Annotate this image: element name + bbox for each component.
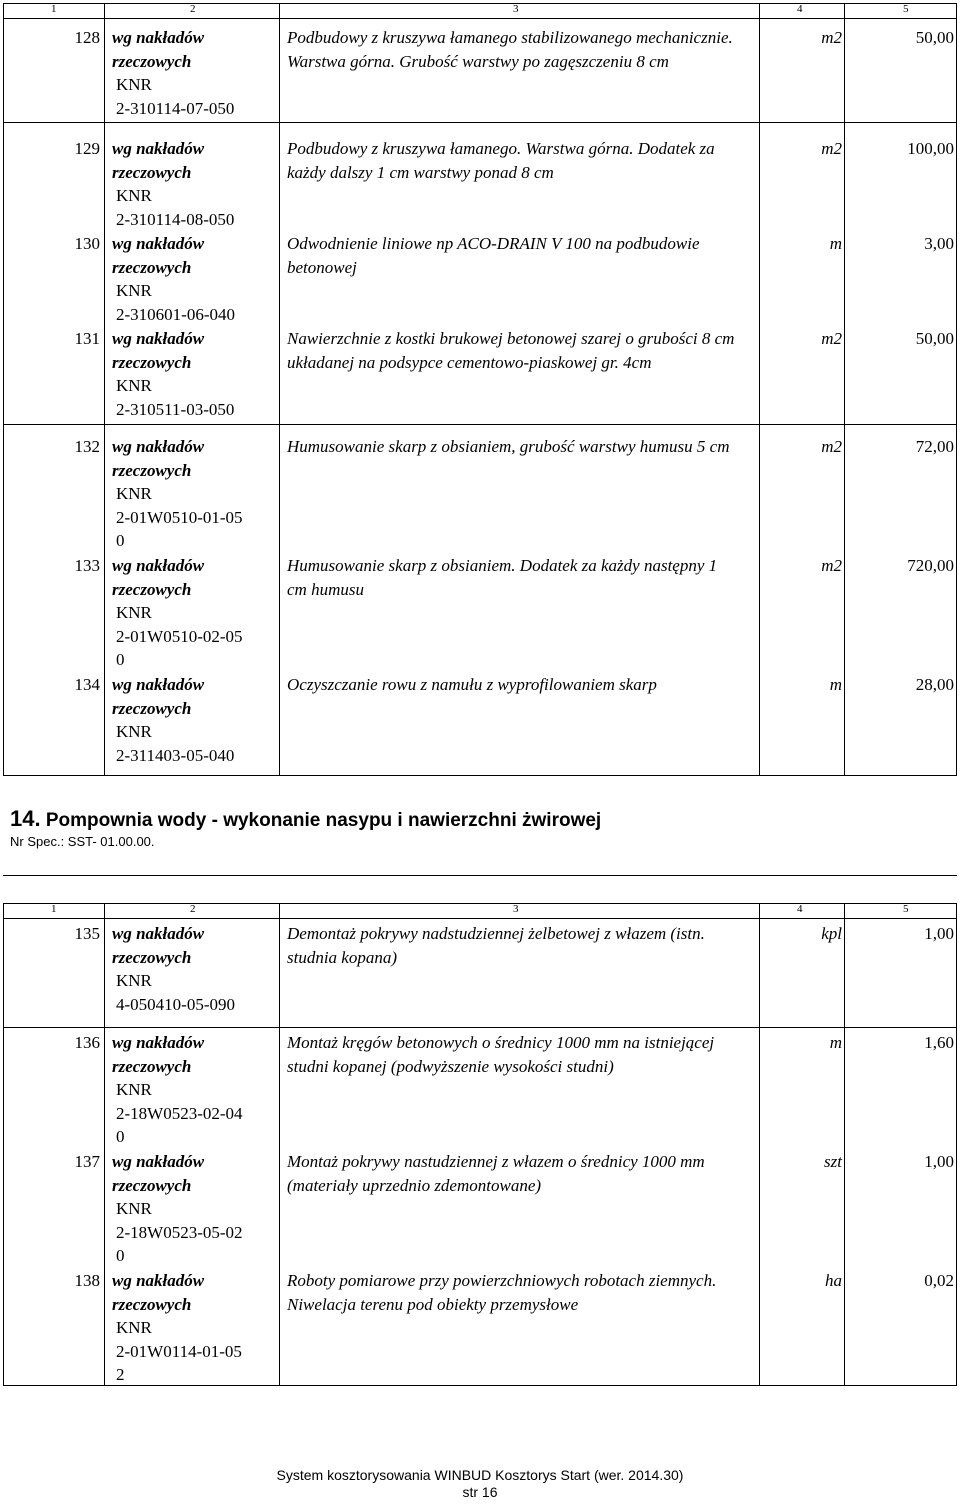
- source-line: wg nakładów: [112, 139, 205, 158]
- item-unit: m2: [821, 437, 842, 456]
- section-spec: Nr Spec.: SST- 01.00.00.: [10, 834, 155, 849]
- table-row-group: [4, 425, 956, 775]
- source-line: 2-310601-06-040: [116, 304, 235, 324]
- source-line: 0: [116, 1246, 125, 1265]
- item-quantity: 28,00: [915, 675, 954, 694]
- source-line: 2-01W0510-02-05: [116, 626, 243, 646]
- item-number: 134: [74, 675, 100, 694]
- source-line: wg nakładów: [112, 437, 205, 456]
- source-line: 2: [116, 1365, 125, 1384]
- item-unit: m: [829, 234, 842, 253]
- item-number: 132: [74, 437, 100, 456]
- source-line: KNR: [116, 603, 152, 622]
- item-number: 138: [74, 1271, 100, 1290]
- header-col-4: 4: [797, 903, 803, 915]
- source-line: 2-01W0510-01-05: [116, 507, 243, 527]
- item-source: [112, 1269, 262, 1387]
- item-description: Montaż kręgów betonowych o średnicy 1000 mm na istniejącej studni kopanej (podwyższenie wysokości studni): [287, 1033, 715, 1076]
- source-line: rzeczowych: [112, 1056, 192, 1076]
- source-line: 4-050410-05-090: [116, 994, 235, 1014]
- item-unit: kpl: [821, 924, 842, 943]
- item-description: Demontaż pokrywy nadstudziennej żelbetowej z włazem (istn. studnia kopana): [287, 924, 705, 967]
- item-quantity: 50,00: [915, 28, 954, 47]
- item-unit: m2: [821, 556, 842, 575]
- source-line: 2-18W0523-02-04: [116, 1103, 243, 1123]
- table-header: [4, 4, 956, 19]
- item-quantity: 1,60: [924, 1033, 954, 1052]
- item-unit: m2: [821, 329, 842, 348]
- source-line: KNR: [116, 1199, 152, 1218]
- item-source: [112, 1031, 262, 1149]
- source-line: rzeczowych: [112, 947, 192, 967]
- item-unit: m2: [821, 28, 842, 47]
- source-line: KNR: [116, 722, 152, 741]
- source-line: 2-01W0114-01-05: [116, 1341, 242, 1361]
- header-col-1: 1: [51, 903, 57, 915]
- item-description: Podbudowy z kruszywa łamanego stabilizowanego mechanicznie. Warstwa górna. Grubość warstwy po zagęszczeniu 8 cm: [287, 28, 733, 71]
- table-header: [4, 904, 956, 919]
- item-number: 136: [74, 1033, 100, 1052]
- section-number: 14.: [10, 806, 41, 831]
- item-description: Roboty pomiarowe przy powierzchniowych robotach ziemnych. Niwelacja terenu pod obiekty przemysłowe: [287, 1271, 717, 1314]
- section-title: Pompownia wody - wykonanie nasypu i nawierzchni żwirowej: [45, 810, 602, 831]
- item-description: Humusowanie skarp z obsianiem. Dodatek za każdy następny 1 cm humusu: [287, 556, 718, 599]
- item-description: Humusowanie skarp z obsianiem, grubość warstwy humusu 5 cm: [287, 437, 730, 456]
- source-line: wg nakładów: [112, 329, 205, 348]
- source-line: wg nakładów: [112, 924, 205, 943]
- header-col-2: 2: [190, 903, 196, 915]
- item-number: 130: [74, 234, 100, 253]
- source-line: rzeczowych: [112, 257, 192, 277]
- source-line: 0: [116, 531, 125, 550]
- source-line: rzeczowych: [112, 1294, 192, 1314]
- source-line: wg nakładów: [112, 234, 205, 253]
- item-unit: szt: [824, 1152, 842, 1171]
- source-line: wg nakładów: [112, 556, 205, 575]
- item-quantity: 1,00: [924, 1152, 954, 1171]
- item-unit: m: [829, 675, 842, 694]
- page-number: str 16: [462, 1484, 498, 1500]
- source-line: rzeczowych: [112, 460, 192, 480]
- item-number: 135: [74, 924, 100, 943]
- source-line: KNR: [116, 376, 152, 395]
- item-source: [112, 26, 262, 120]
- item-source: [112, 1150, 262, 1268]
- header-col-3: 3: [513, 3, 519, 15]
- item-source: [112, 435, 262, 553]
- item-description: Oczyszczanie rowu z namułu z wyprofilowaniem skarp: [287, 675, 657, 694]
- source-line: 0: [116, 650, 125, 669]
- item-description: Nawierzchnie z kostki brukowej betonowej szarej o grubości 8 cm układanej na podsypce cementowo-piaskowej gr. 4cm: [287, 329, 735, 372]
- source-line: rzeczowych: [112, 698, 192, 718]
- item-number: 131: [74, 329, 100, 348]
- source-line: KNR: [116, 281, 152, 300]
- source-line: KNR: [116, 75, 152, 94]
- item-description: Podbudowy z kruszywa łamanego. Warstwa górna. Dodatek za każdy dalszy 1 cm warstwy ponad 8 cm: [287, 139, 715, 182]
- source-line: KNR: [116, 971, 152, 990]
- item-quantity: 1,00: [924, 924, 954, 943]
- cost-table-2: [3, 903, 957, 1386]
- header-col-1: 1: [51, 3, 57, 15]
- header-col-4: 4: [797, 3, 803, 15]
- source-line: KNR: [116, 484, 152, 503]
- source-line: wg nakładów: [112, 1152, 205, 1171]
- item-quantity: 720,00: [907, 556, 954, 575]
- header-col-5: 5: [903, 3, 909, 15]
- item-number: 133: [74, 556, 100, 575]
- item-unit: m2: [821, 139, 842, 158]
- source-line: rzeczowych: [112, 51, 192, 71]
- table-row-group: [4, 19, 956, 123]
- source-line: KNR: [116, 1080, 152, 1099]
- source-line: 2-18W0523-05-02: [116, 1222, 243, 1242]
- source-line: 2-311403-05-040: [116, 745, 235, 765]
- source-line: KNR: [116, 186, 152, 205]
- item-unit: ha: [825, 1271, 842, 1290]
- source-line: 2-310114-07-050: [116, 98, 235, 118]
- divider: [3, 875, 957, 876]
- cost-table-1: [3, 3, 957, 776]
- page-footer: [0, 1467, 960, 1501]
- item-number: 137: [74, 1152, 100, 1171]
- header-col-2: 2: [190, 3, 196, 15]
- item-description: Odwodnienie liniowe np ACO-DRAIN V 100 na podbudowie betonowej: [287, 234, 700, 277]
- item-quantity: 50,00: [915, 329, 954, 348]
- source-line: rzeczowych: [112, 352, 192, 372]
- source-line: wg nakładów: [112, 1271, 205, 1290]
- source-line: 2-310114-08-050: [116, 209, 235, 229]
- source-line: wg nakładów: [112, 28, 205, 47]
- header-col-3: 3: [513, 903, 519, 915]
- item-source: [112, 673, 262, 767]
- source-line: rzeczowych: [112, 162, 192, 182]
- source-line: rzeczowych: [112, 1175, 192, 1195]
- item-source: [112, 327, 262, 421]
- source-line: KNR: [116, 1318, 152, 1337]
- item-quantity: 0,02: [924, 1271, 954, 1290]
- item-unit: m: [829, 1033, 842, 1052]
- item-quantity: 72,00: [915, 437, 954, 456]
- footer-system: System kosztorysowania WINBUD Kosztorys Start (wer. 2014.30): [276, 1467, 684, 1483]
- source-line: 2-310511-03-050: [116, 399, 235, 419]
- source-line: rzeczowych: [112, 579, 192, 599]
- source-line: wg nakładów: [112, 1033, 205, 1052]
- table-row-group: [4, 1028, 956, 1386]
- item-source: [112, 554, 262, 672]
- item-number: 128: [74, 28, 100, 47]
- item-source: [112, 232, 262, 326]
- item-quantity: 100,00: [907, 139, 954, 158]
- table-row-group: [4, 123, 956, 425]
- item-description: Montaż pokrywy nastudziennej z włazem o średnicy 1000 mm (materiały uprzednio zdemontowane): [287, 1152, 705, 1195]
- source-line: wg nakładów: [112, 675, 205, 694]
- header-col-5: 5: [903, 903, 909, 915]
- item-source: [112, 137, 262, 231]
- source-line: 0: [116, 1127, 125, 1146]
- item-number: 129: [74, 139, 100, 158]
- item-source: [112, 922, 262, 1016]
- item-quantity: 3,00: [924, 234, 954, 253]
- table-row-group: [4, 919, 956, 1028]
- section-heading: [10, 806, 601, 849]
